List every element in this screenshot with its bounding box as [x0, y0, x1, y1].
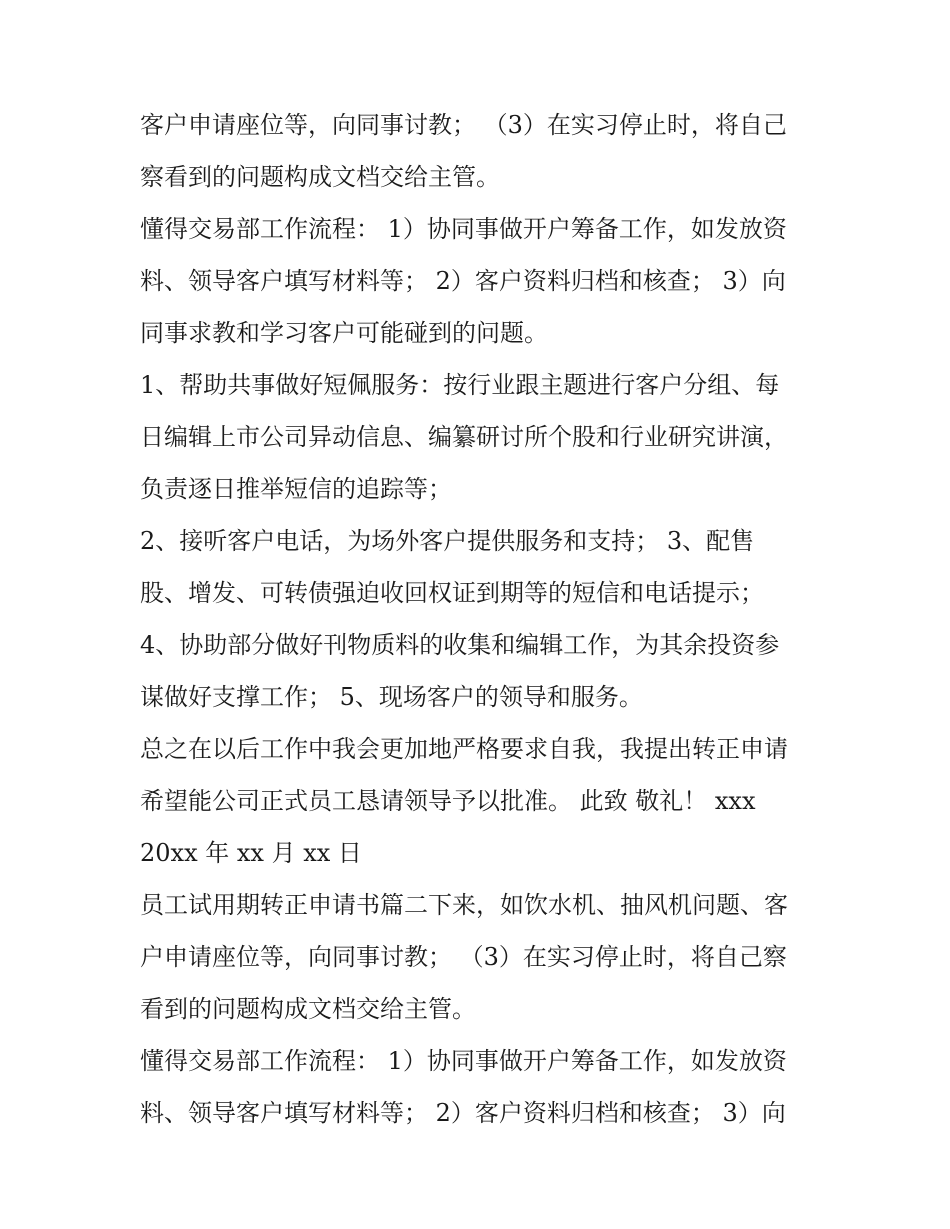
text-line: 员工试用期转正申请书篇二下来，如饮水机、抽风机问题、客 — [140, 891, 788, 919]
text-line: 料、领导客户填写材料等； 2）客户资料归档和核查； 3）向 — [140, 1099, 786, 1127]
text-line: 1、帮助共事做好短佩服务：按行业跟主题进行客户分组、每 — [140, 371, 780, 399]
text-line: 希望能公司正式员工恳请领导予以批准。 此致 敬礼！ xxx — [140, 787, 756, 815]
text-line: 客户申请座位等，向同事讨教； （3）在实习停止时，将自己 — [140, 111, 787, 139]
text-line: 同事求教和学习客户可能碰到的问题。 — [140, 319, 548, 347]
text-line: 懂得交易部工作流程： 1）协同事做开户筹备工作，如发放资 — [140, 215, 787, 243]
text-line: 2、接听客户电话，为场外客户提供服务和支持； 3、配售 — [140, 527, 755, 555]
text-line: 负责逐日推举短信的追踪等； — [140, 475, 452, 503]
text-line: 股、增发、可转债强迫收回权证到期等的短信和电话提示； — [140, 579, 764, 607]
text-line: 日编辑上市公司异动信息、编纂研讨所个股和行业研究讲演， — [140, 423, 788, 451]
text-line: 察看到的问题构成文档交给主管。 — [140, 163, 500, 191]
text-line: 4、协助部分做好刊物质料的收集和编辑工作，为其余投资参 — [140, 631, 780, 659]
text-line: 谋做好支撑工作； 5、现场客户的领导和服务。 — [140, 683, 643, 711]
text-line: 懂得交易部工作流程： 1）协同事做开户筹备工作，如发放资 — [140, 1047, 787, 1075]
text-line: 总之在以后工作中我会更加地严格要求自我，我提出转正申请 — [140, 735, 788, 763]
text-line: 看到的问题构成文档交给主管。 — [140, 995, 476, 1023]
text-line: 料、领导客户填写材料等； 2）客户资料归档和核查； 3）向 — [140, 267, 786, 295]
date-line: 20xx 年 xx 月 xx 日 — [140, 839, 362, 867]
text-line: 户申请座位等，向同事讨教； （3）在实习停止时，将自己察 — [140, 943, 787, 971]
